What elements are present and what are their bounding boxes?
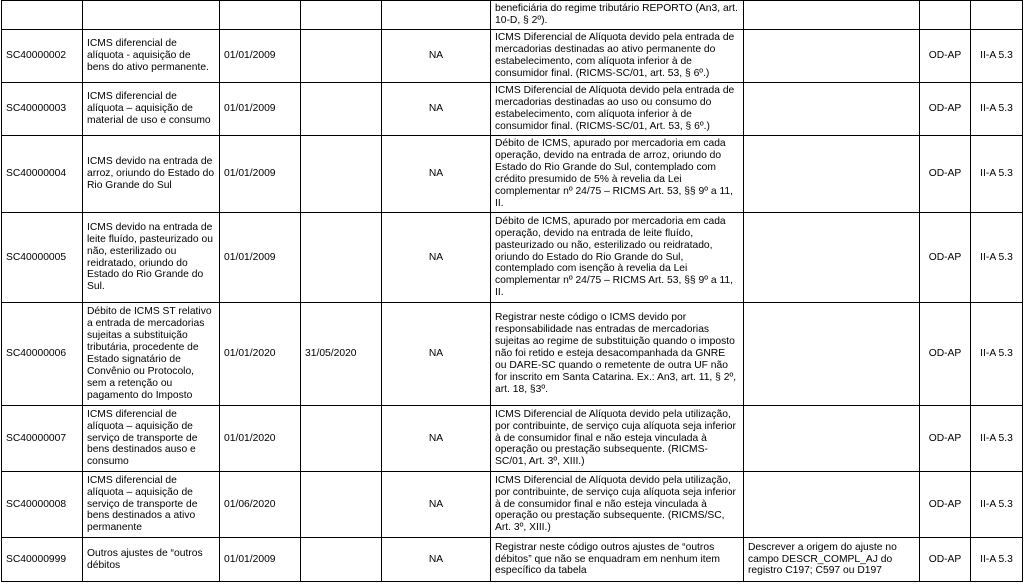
note-cell	[744, 213, 920, 303]
description-cell: ICMS Diferencial de Alíquota devido pela entrada de mercadorias destinadas ao uso ou consumo do estabelecimento, com alíquota inferior à de consumidor final. (RICMS-SC/01, Art. 53, § 6º.)	[491, 83, 744, 136]
start-date-cell: 01/01/2020	[220, 303, 301, 406]
note-cell	[744, 1, 920, 30]
reference-cell: II-A 5.3	[971, 472, 1023, 538]
adjustment-name-cell: ICMS diferencial de alíquota - aquisição de bens do ativo permanente.	[83, 30, 220, 83]
reference-cell: II-A 5.3	[971, 30, 1023, 83]
reference-cell: II-A 5.3	[971, 538, 1023, 582]
table-row	[2, 30, 1023, 83]
adjustment-code-cell	[2, 1, 83, 30]
end-date-cell	[301, 30, 382, 83]
obligation-cell: OD-AP	[920, 406, 971, 472]
adjustment-name-cell: ICMS diferencial de alíquota – aquisição de serviço de transporte de bens destinados a ativo permanente	[83, 472, 220, 538]
table-row	[2, 83, 1023, 136]
reference-cell	[971, 1, 1023, 30]
table-body	[2, 1, 1023, 582]
description-cell: beneficiária do regime tributário REPORTO (An3, art. 10-D, § 2º).	[491, 1, 744, 30]
note-cell	[744, 83, 920, 136]
value-cell: NA	[382, 538, 491, 582]
adjustment-codes-table	[1, 0, 1023, 582]
start-date-cell: 01/01/2009	[220, 136, 301, 213]
start-date-cell: 01/01/2020	[220, 406, 301, 472]
description-cell: ICMS Diferencial de Alíquota devido pela entrada de mercadorias destinadas ao ativo permanente do estabelecimento, com alíquota inferior à de consumidor final. (RICMS-SC/01, art. 53, § 6º.)	[491, 30, 744, 83]
table-row	[2, 1, 1023, 30]
obligation-cell: OD-AP	[920, 136, 971, 213]
adjustment-name-cell: ICMS diferencial de alíquota – aquisição de serviço de transporte de bens destinados auso e consumo	[83, 406, 220, 472]
note-cell: Descrever a origem do ajuste no campo DESCR_COMPL_AJ do registro C197; C597 ou D197	[744, 538, 920, 582]
obligation-cell: OD-AP	[920, 472, 971, 538]
adjustment-name-cell: Débito de ICMS ST relativo a entrada de mercadorias sujeitas a substituição tributária, procedente de Estado signatário de Convênio ou Protocolo, sem a retenção ou pagamento do Imposto	[83, 303, 220, 406]
value-cell: NA	[382, 30, 491, 83]
start-date-cell: 01/01/2009	[220, 83, 301, 136]
adjustment-name-cell: ICMS devido na entrada de leite fluído, pasteurizado ou não, esterilizado ou reidratado, oriundo do Estado do Rio Grande do Sul.	[83, 213, 220, 303]
table-row	[2, 406, 1023, 472]
adjustment-code-cell: SC40000003	[2, 83, 83, 136]
end-date-cell	[301, 406, 382, 472]
note-cell	[744, 30, 920, 83]
note-cell	[744, 136, 920, 213]
adjustment-name-cell: Outros ajustes de “outros débitos	[83, 538, 220, 582]
value-cell: NA	[382, 406, 491, 472]
value-cell: NA	[382, 472, 491, 538]
end-date-cell	[301, 213, 382, 303]
adjustment-code-cell: SC40000007	[2, 406, 83, 472]
obligation-cell: OD-AP	[920, 83, 971, 136]
obligation-cell: OD-AP	[920, 30, 971, 83]
start-date-cell: 01/01/2009	[220, 213, 301, 303]
table-row	[2, 136, 1023, 213]
adjustment-name-cell	[83, 1, 220, 30]
end-date-cell	[301, 538, 382, 582]
start-date-cell: 01/01/2009	[220, 30, 301, 83]
adjustment-code-cell: SC40000999	[2, 538, 83, 582]
reference-cell: II-A 5.3	[971, 136, 1023, 213]
value-cell: NA	[382, 213, 491, 303]
adjustment-code-cell: SC40000006	[2, 303, 83, 406]
description-cell: Débito de ICMS, apurado por mercadoria em cada operação, devido na entrada de arroz, oriundo do Estado do Rio Grande do Sul, contemplado com crédito presumido de 5% à revelia da Lei complementar nº 24/75 – RICMS Art. 53, §§ 9º a 11, II.	[491, 136, 744, 213]
start-date-cell: 01/01/2009	[220, 538, 301, 582]
description-cell: Registrar neste código outros ajustes de “outros débitos” que não se enquadram em nenhum item específico da tabela	[491, 538, 744, 582]
table-row	[2, 213, 1023, 303]
end-date-cell	[301, 472, 382, 538]
value-cell: NA	[382, 83, 491, 136]
description-cell: ICMS Diferencial de Alíquota devido pela utilização, por contribuinte, de serviço cuja alíquota seja inferior à de consumidor final e não esteja vinculada à operação ou prestação subsequente. (RICMS- SC/01, Art. 3º, XIII.)	[491, 406, 744, 472]
note-cell	[744, 472, 920, 538]
adjustment-code-cell: SC40000002	[2, 30, 83, 83]
end-date-cell: 31/05/2020	[301, 303, 382, 406]
description-cell: Registrar neste código o ICMS devido por responsabilidade nas entradas de mercadorias sujeitas ao regime de substituição quando o imposto não foi retido e esteja desacompanhada da GNRE ou DARE-SC quando o remetente de outra UF não for inscrito em Santa Catarina. Ex.: An3, art. 11, § 2º, art. 18, §3º.	[491, 303, 744, 406]
description-cell: ICMS Diferencial de Alíquota devido pela utilização, por contribuinte, de serviço cuja alíquota seja inferior à de consumidor final e não esteja vinculada à operação ou prestação subsequente. (RICMS/SC, Art. 3º, XIII.)	[491, 472, 744, 538]
start-date-cell: 01/06/2020	[220, 472, 301, 538]
value-cell: NA	[382, 303, 491, 406]
reference-cell: II-A 5.3	[971, 406, 1023, 472]
reference-cell: II-A 5.3	[971, 213, 1023, 303]
obligation-cell: OD-AP	[920, 538, 971, 582]
adjustment-code-cell: SC40000008	[2, 472, 83, 538]
end-date-cell	[301, 1, 382, 30]
value-cell: NA	[382, 136, 491, 213]
obligation-cell: OD-AP	[920, 213, 971, 303]
note-cell	[744, 406, 920, 472]
end-date-cell	[301, 136, 382, 213]
obligation-cell	[920, 1, 971, 30]
adjustment-name-cell: ICMS diferencial de alíquota – aquisição de material de uso e consumo	[83, 83, 220, 136]
reference-cell: II-A 5.3	[971, 83, 1023, 136]
note-cell	[744, 303, 920, 406]
table-row	[2, 472, 1023, 538]
start-date-cell	[220, 1, 301, 30]
adjustment-code-cell: SC40000005	[2, 213, 83, 303]
reference-cell: II-A 5.3	[971, 303, 1023, 406]
obligation-cell: OD-AP	[920, 303, 971, 406]
description-cell: Débito de ICMS, apurado por mercadoria em cada operação, devido na entrada de leite fluído, pasteurizado ou não, esterilizado ou reidratado, oriundo do Estado do Rio Grande do Sul, contemplado com isenção à revelia da Lei complementar nº 24/75 – RICMS Art. 53, §§ 9º a 11, II.	[491, 213, 744, 303]
value-cell	[382, 1, 491, 30]
adjustment-name-cell: ICMS devido na entrada de arroz, oriundo do Estado do Rio Grande do Sul	[83, 136, 220, 213]
adjustment-code-cell: SC40000004	[2, 136, 83, 213]
table-row	[2, 538, 1023, 582]
end-date-cell	[301, 83, 382, 136]
table-row	[2, 303, 1023, 406]
